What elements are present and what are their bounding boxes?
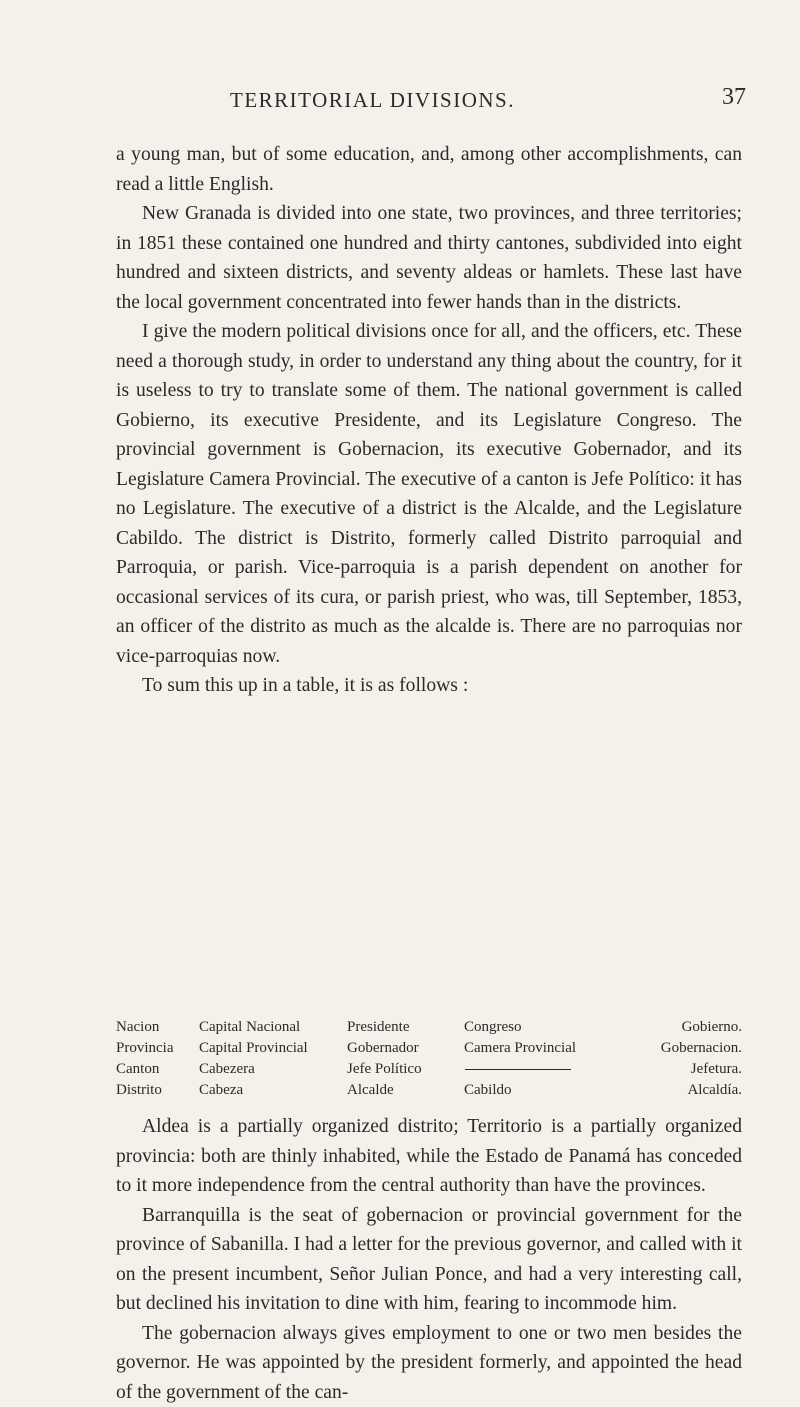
table-cell: Nacion (116, 1017, 159, 1038)
running-title: TERRITORIAL DIVISIONS. (230, 88, 515, 113)
paragraph: New Granada is divided into one state, two provinces, and three territories; in 1851 these contained one hundred and thirty cantones, subdivided into eight hundred and sixteen districts, and seventy aldeas or hamlets. These last have the local government concentrated into fewer hands than in the districts. (116, 199, 742, 317)
table-cell: Cabezera (199, 1059, 255, 1080)
table-cell: Cabeza (199, 1080, 243, 1101)
paragraph: a young man, but of some education, and, among other accomplishments, can read a little English. (116, 140, 742, 199)
divisions-table (116, 1017, 742, 1101)
paragraph: To sum this up in a table, it is as follows : (116, 671, 742, 701)
table-cell: Alcaldía. (687, 1080, 742, 1101)
table-cell: Gobernador (347, 1038, 419, 1059)
table-cell: Provincia (116, 1038, 174, 1059)
table-cell: Capital Nacional (199, 1017, 300, 1038)
running-header (110, 80, 746, 120)
body-text-bottom (116, 1112, 742, 1407)
table-cell: Gobierno. (682, 1017, 742, 1038)
body-text-top (116, 140, 742, 701)
table-row (116, 1038, 742, 1059)
table-cell: Distrito (116, 1080, 162, 1101)
paragraph: The gobernacion always gives employment to one or two men besides the governor. He was appointed by the president formerly, and appointed the head of the government of the can- (116, 1319, 742, 1407)
table-row (116, 1080, 742, 1101)
page-number: 37 (722, 84, 746, 111)
table-cell: Alcalde (347, 1080, 394, 1101)
table-cell: Capital Provincial (199, 1038, 308, 1059)
table-cell: Jefe Político (347, 1059, 422, 1080)
paragraph: Aldea is a partially organized distrito; Territorio is a partially organized provincia: both are thinly inhabited, while the Estado de Panamá has conceded to it more independence from the central authority than have the provinces. (116, 1112, 742, 1201)
table-row (116, 1059, 742, 1080)
table-cell: Canton (116, 1059, 159, 1080)
table-cell: Congreso (464, 1017, 522, 1038)
table-cell: Cabildo (464, 1080, 512, 1101)
table-cell: Camera Provincial (464, 1038, 576, 1059)
table-cell: Gobernacion. (661, 1038, 742, 1059)
table-row (116, 1017, 742, 1038)
empty-cell-dash (465, 1069, 571, 1070)
paragraph: Barranquilla is the seat of gobernacion or provincial government for the province of Sabanilla. I had a letter for the previous governor, and called with it on the present incumbent, Señor Julian Ponce, and had a very interesting call, but declined his invitation to dine with him, fearing to incommode him. (116, 1201, 742, 1319)
paragraph: I give the modern political divisions once for all, and the officers, etc. These need a thorough study, in order to understand any thing about the country, for it is useless to try to translate some of them. The national government is called Gobierno, its executive Presidente, and its Legislature Congreso. The provincial government is Gobernacion, its executive Gobernador, and its Legislature Camera Provincial. The executive of a canton is Jefe Político: it has no Legislature. The executive of a district is the Alcalde, and the Legislature Cabildo. The district is Distrito, formerly called Distrito parroquial and Parroquia, or parish. Vice-parroquia is a parish dependent on another for occasional services of its cura, or parish priest, who was, till September, 1853, an officer of the distrito as much as the alcalde is. There are no parroquias nor vice-parroquias now. (116, 317, 742, 671)
table-cell: Jefetura. (691, 1059, 742, 1080)
table-cell: Presidente (347, 1017, 409, 1038)
